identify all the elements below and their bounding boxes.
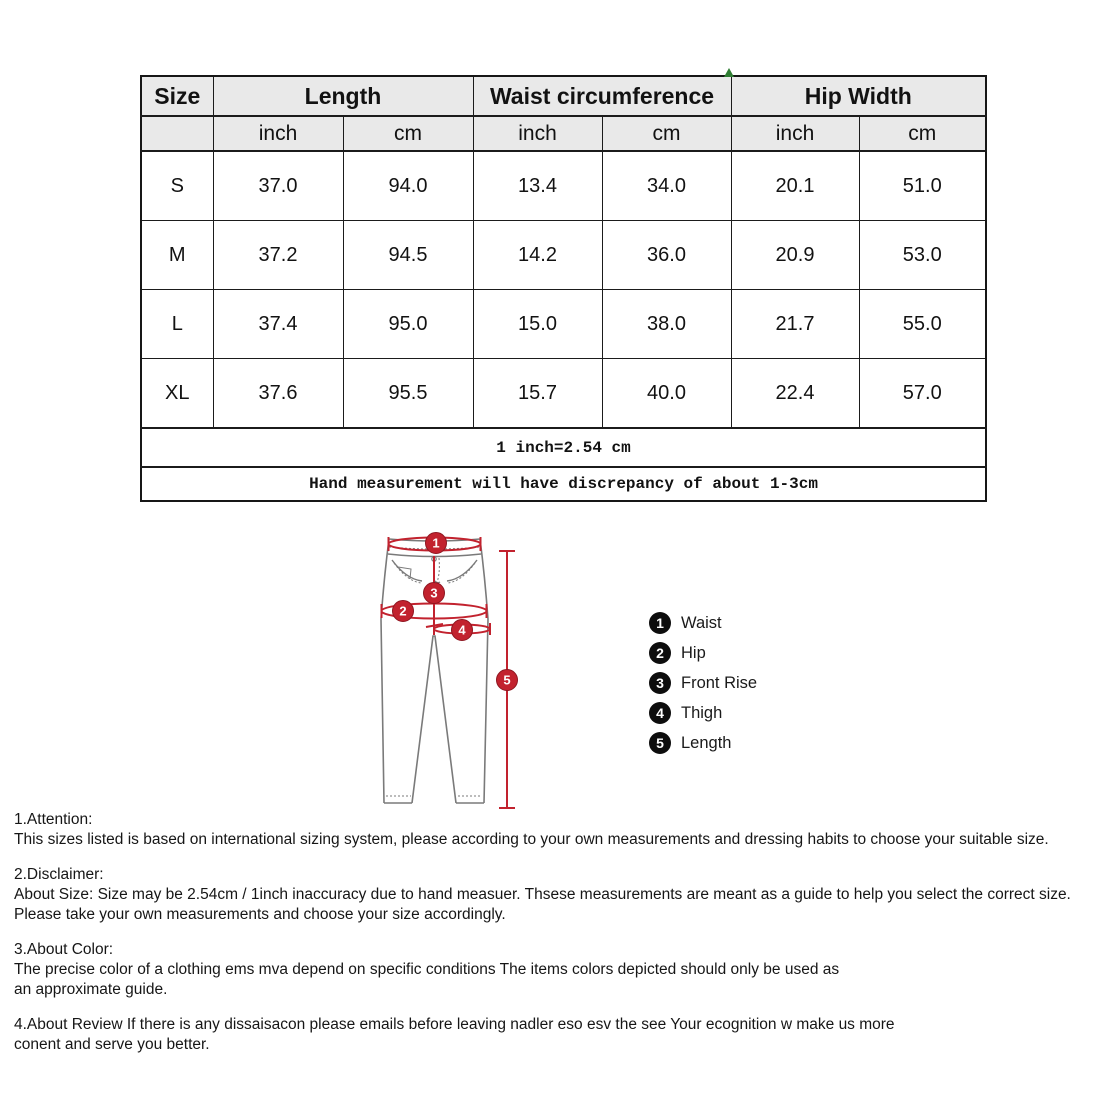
unit-header: inch bbox=[473, 116, 602, 151]
section-disclaimer bbox=[14, 865, 1092, 925]
unit-header: cm bbox=[859, 116, 986, 151]
legend-item-hip bbox=[649, 638, 757, 668]
size-cell: M bbox=[141, 221, 213, 290]
pants-measurement-diagram bbox=[365, 522, 525, 817]
value-cell: 38.0 bbox=[602, 290, 731, 359]
section-text: The precise color of a clothing ems mva depend on specific conditions The items colors depicted should only be used as bbox=[14, 961, 840, 978]
svg-text:1: 1 bbox=[432, 535, 440, 551]
value-cell: 22.4 bbox=[731, 359, 859, 429]
value-cell: 15.7 bbox=[473, 359, 602, 429]
conversion-note: 1 inch=2.54 cm bbox=[141, 428, 986, 467]
section-text: 4.About Review If there is any dissaisacon please emails before leaving nadler eso esv the see Your ecognition w make us more bbox=[14, 1016, 895, 1033]
size-chart-table bbox=[140, 75, 987, 502]
value-cell: 20.1 bbox=[731, 151, 859, 221]
unit-header: cm bbox=[602, 116, 731, 151]
value-cell: 37.6 bbox=[213, 359, 343, 429]
section-heading: 1.Attention: bbox=[14, 811, 93, 828]
value-cell: 51.0 bbox=[859, 151, 986, 221]
unit-header: inch bbox=[213, 116, 343, 151]
legend-item-thigh bbox=[649, 698, 757, 728]
legend-item-waist bbox=[649, 608, 757, 638]
value-cell: 37.2 bbox=[213, 221, 343, 290]
section-text: conent and serve you better. bbox=[14, 1036, 210, 1053]
section-about-review bbox=[14, 1015, 1092, 1055]
units-empty-cell bbox=[141, 116, 213, 151]
value-cell: 55.0 bbox=[859, 290, 986, 359]
cell-comment-marker-icon bbox=[724, 68, 734, 77]
value-cell: 53.0 bbox=[859, 221, 986, 290]
legend-item-front-rise bbox=[649, 668, 757, 698]
legend-item-length bbox=[649, 728, 757, 758]
marker-2-hip bbox=[393, 601, 414, 622]
section-text: This sizes listed is based on international sizing system, please according to your own measurements and dressing habits to choose your suitable size. bbox=[14, 831, 1049, 848]
section-heading: 2.Disclaimer: bbox=[14, 866, 104, 883]
table-header-row bbox=[141, 76, 986, 116]
value-cell: 13.4 bbox=[473, 151, 602, 221]
table-units-row bbox=[141, 116, 986, 151]
value-cell: 14.2 bbox=[473, 221, 602, 290]
legend-number-badge: 2 bbox=[649, 642, 671, 664]
size-cell: L bbox=[141, 290, 213, 359]
value-cell: 95.0 bbox=[343, 290, 473, 359]
legend-number-badge: 4 bbox=[649, 702, 671, 724]
svg-text:4: 4 bbox=[458, 622, 466, 638]
legend-number-badge: 3 bbox=[649, 672, 671, 694]
section-attention bbox=[14, 810, 1092, 850]
value-cell: 37.4 bbox=[213, 290, 343, 359]
column-header-hip: Hip Width bbox=[731, 76, 986, 116]
marker-4-thigh bbox=[452, 620, 473, 641]
section-heading: 3.About Color: bbox=[14, 941, 114, 958]
column-header-size: Size bbox=[141, 76, 213, 116]
table-row bbox=[141, 290, 986, 359]
value-cell: 34.0 bbox=[602, 151, 731, 221]
table-note-row bbox=[141, 428, 986, 467]
measurement-discrepancy-note: Hand measurement will have discrepancy of about 1-3cm bbox=[141, 467, 986, 501]
value-cell: 15.0 bbox=[473, 290, 602, 359]
size-cell: XL bbox=[141, 359, 213, 429]
size-cell: S bbox=[141, 151, 213, 221]
column-header-length: Length bbox=[213, 76, 473, 116]
legend-number-badge: 5 bbox=[649, 732, 671, 754]
marker-1-waist bbox=[426, 533, 447, 554]
section-about-color bbox=[14, 940, 1092, 1000]
value-cell: 95.5 bbox=[343, 359, 473, 429]
table-note-row bbox=[141, 467, 986, 501]
measurement-lines bbox=[382, 537, 516, 808]
legend-label: Length bbox=[681, 733, 732, 752]
svg-text:2: 2 bbox=[399, 603, 407, 619]
legend-label: Hip bbox=[681, 643, 706, 662]
column-header-waist: Waist circumference bbox=[473, 76, 731, 116]
legend-label: Front Rise bbox=[681, 673, 758, 692]
table-row bbox=[141, 359, 986, 429]
section-text: Please take your own measurements and choose your size accordingly. bbox=[14, 906, 506, 923]
value-cell: 94.5 bbox=[343, 221, 473, 290]
value-cell: 20.9 bbox=[731, 221, 859, 290]
table-row bbox=[141, 151, 986, 221]
measurement-legend bbox=[649, 608, 757, 758]
legend-number-badge: 1 bbox=[649, 612, 671, 634]
value-cell: 21.7 bbox=[731, 290, 859, 359]
table-row bbox=[141, 221, 986, 290]
section-text: an approximate guide. bbox=[14, 981, 168, 998]
marker-5-length bbox=[497, 670, 518, 691]
marker-3-front-rise bbox=[424, 583, 445, 604]
notes-block bbox=[14, 810, 1092, 1055]
value-cell: 40.0 bbox=[602, 359, 731, 429]
section-text: About Size: Size may be 2.54cm / 1inch inaccuracy due to hand measuer. Thsese measurements are meant as a guide to help you select the correct size. bbox=[14, 886, 1071, 903]
svg-text:5: 5 bbox=[503, 672, 511, 688]
value-cell: 57.0 bbox=[859, 359, 986, 429]
value-cell: 94.0 bbox=[343, 151, 473, 221]
unit-header: cm bbox=[343, 116, 473, 151]
value-cell: 37.0 bbox=[213, 151, 343, 221]
unit-header: inch bbox=[731, 116, 859, 151]
legend-label: Waist bbox=[681, 613, 722, 632]
svg-text:3: 3 bbox=[430, 585, 438, 601]
value-cell: 36.0 bbox=[602, 221, 731, 290]
legend-label: Thigh bbox=[681, 703, 723, 722]
